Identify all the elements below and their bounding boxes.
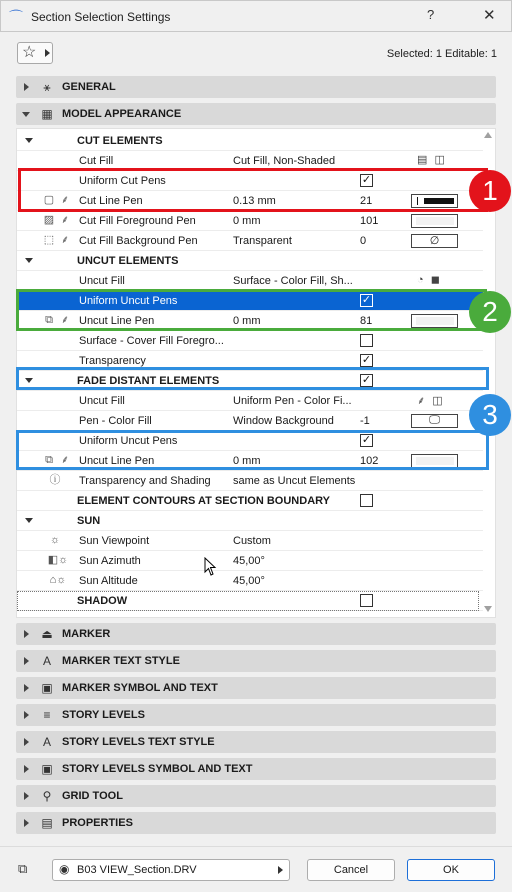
row-value[interactable]: Surface - Color Fill, Sh... bbox=[233, 275, 353, 287]
row-fade-uncut-fill[interactable] bbox=[17, 391, 483, 411]
pen-icon: ⸙ bbox=[60, 454, 70, 466]
pen-number[interactable]: -1 bbox=[360, 415, 370, 427]
row-label: Uncut Fill bbox=[79, 275, 125, 287]
row-value[interactable]: Uniform Pen - Color Fi... bbox=[233, 395, 352, 407]
monitor-icon: 🖵 bbox=[429, 414, 440, 426]
mouse-cursor-icon bbox=[204, 557, 218, 577]
row-value[interactable]: 45,00° bbox=[233, 555, 265, 567]
footer-divider bbox=[0, 846, 512, 847]
model-appearance-icon: ▦ bbox=[41, 107, 53, 121]
pen-number[interactable]: 81 bbox=[360, 315, 373, 327]
row-value[interactable]: Custom bbox=[233, 535, 271, 547]
annotation-badge-1: 1 bbox=[469, 170, 511, 212]
row-sun-viewpoint[interactable] bbox=[17, 531, 483, 551]
expand-icon bbox=[24, 630, 29, 638]
row-label: Surface - Cover Fill Foregro... bbox=[79, 335, 224, 347]
panel-label: STORY LEVELS SYMBOL AND TEXT bbox=[62, 763, 253, 775]
row-label: Transparency and Shading bbox=[79, 475, 211, 487]
panel-marker-text-style[interactable] bbox=[16, 650, 496, 672]
collapse-icon bbox=[25, 518, 33, 523]
row-uniform-cut-pens[interactable] bbox=[17, 171, 483, 191]
general-settings-icon: ⚹ bbox=[43, 80, 51, 94]
row-transparency[interactable] bbox=[17, 351, 483, 371]
layers-icon: ⧉ bbox=[45, 314, 53, 326]
fill-picker-icon[interactable]: ▤ ◫ bbox=[417, 154, 447, 166]
panel-marker-symbol-text[interactable] bbox=[16, 677, 496, 699]
expand-icon bbox=[24, 684, 29, 692]
row-fade-uncut-line-pen[interactable] bbox=[17, 451, 483, 471]
pen-number[interactable]: 0 bbox=[360, 235, 367, 247]
selection-count: Selected: 1 Editable: 1 bbox=[386, 48, 497, 60]
pen-number[interactable]: 21 bbox=[360, 195, 373, 207]
row-label: Uniform Uncut Pens bbox=[79, 295, 178, 307]
panel-label: MARKER bbox=[62, 628, 111, 640]
expand-icon bbox=[24, 765, 29, 773]
panel-label: STORY LEVELS bbox=[62, 709, 145, 721]
fade-distant-checkbox[interactable]: ✓ bbox=[361, 374, 372, 386]
uniform-uncut-pens-checkbox[interactable]: ✓ bbox=[361, 294, 372, 306]
row-transparency-shading[interactable] bbox=[17, 471, 483, 491]
pen-swatch[interactable] bbox=[411, 234, 458, 248]
panel-general[interactable] bbox=[16, 76, 496, 98]
pen-icon: ⸙ bbox=[60, 234, 70, 246]
row-label: Cut Fill bbox=[79, 155, 114, 167]
panel-properties[interactable] bbox=[16, 812, 496, 834]
panel-grid-tool[interactable] bbox=[16, 785, 496, 807]
row-value: same as Uncut Elements bbox=[233, 475, 356, 487]
row-value: 0 mm bbox=[233, 455, 261, 467]
panel-label: STORY LEVELS TEXT STYLE bbox=[62, 736, 215, 748]
scroll-up-arrow[interactable] bbox=[484, 132, 492, 138]
grid-tool-icon: ⚲ bbox=[42, 789, 52, 803]
row-cut-line-pen[interactable] bbox=[17, 191, 483, 211]
cancel-button[interactable]: Cancel bbox=[307, 859, 395, 881]
panel-story-levels-symbol-text[interactable] bbox=[16, 758, 496, 780]
panel-label: GENERAL bbox=[62, 81, 116, 93]
row-uniform-uncut-pens[interactable] bbox=[17, 291, 483, 311]
text-style-icon: A bbox=[42, 735, 51, 749]
group-uncut-elements[interactable] bbox=[17, 251, 483, 271]
app-logo-icon: ⌒ bbox=[9, 9, 23, 25]
star-icon: ☆ bbox=[22, 44, 37, 61]
expand-icon bbox=[24, 711, 29, 719]
panel-story-levels[interactable] bbox=[16, 704, 496, 726]
panel-label: MARKER SYMBOL AND TEXT bbox=[62, 682, 218, 694]
fade-uniform-pens-checkbox[interactable]: ✓ bbox=[361, 434, 372, 446]
row-label: Sun Azimuth bbox=[79, 555, 141, 567]
row-label: Uniform Cut Pens bbox=[79, 175, 166, 187]
collapse-icon bbox=[25, 138, 33, 143]
symbol-text-icon: ▣ bbox=[41, 681, 53, 695]
title-bar bbox=[0, 0, 512, 32]
close-button[interactable]: ✕ bbox=[483, 7, 496, 24]
row-value: 0 mm bbox=[233, 215, 261, 227]
layers-icon: ⧉ bbox=[18, 861, 28, 876]
row-value: 0 mm bbox=[233, 315, 261, 327]
row-label: Uncut Fill bbox=[79, 395, 125, 407]
row-label: Sun Viewpoint bbox=[79, 535, 150, 547]
collapse-icon bbox=[22, 112, 30, 117]
properties-icon: ▤ bbox=[41, 816, 53, 830]
expand-icon bbox=[24, 738, 29, 746]
row-value: Transparent bbox=[233, 235, 292, 247]
expand-icon bbox=[24, 657, 29, 665]
square-outline-icon: ▢ bbox=[43, 194, 55, 206]
window-title: Section Selection Settings bbox=[31, 10, 171, 24]
pen-icon: ⸙ bbox=[60, 194, 70, 206]
annotation-badge-2: 2 bbox=[469, 291, 511, 333]
eye-icon: ◉ bbox=[59, 862, 70, 876]
group-cut-elements[interactable] bbox=[17, 131, 483, 151]
pen-picker-icon[interactable]: ⸙ ◫ bbox=[417, 395, 445, 407]
panel-label: PROPERTIES bbox=[62, 817, 133, 829]
text-style-icon: A bbox=[42, 654, 51, 668]
pen-swatch[interactable] bbox=[411, 194, 458, 208]
group-label: UNCUT ELEMENTS bbox=[77, 255, 179, 267]
sun-altitude-icon: ⌂☼ bbox=[49, 574, 67, 586]
pen-number[interactable]: 101 bbox=[360, 215, 379, 227]
info-icon: ⓘ bbox=[49, 474, 61, 486]
panel-label: GRID TOOL bbox=[62, 790, 123, 802]
empty-set-icon: ∅ bbox=[429, 235, 440, 247]
group-label: FADE DISTANT ELEMENTS bbox=[77, 375, 220, 387]
layers-icon: ⧉ bbox=[45, 454, 53, 466]
dashed-square-icon: ⬚ bbox=[43, 234, 55, 246]
row-pen-color-fill[interactable] bbox=[17, 411, 483, 431]
hatch-icon: ▨ bbox=[43, 214, 55, 226]
expand-icon bbox=[24, 819, 29, 827]
group-fade-distant[interactable] bbox=[17, 371, 483, 391]
collapse-icon bbox=[25, 378, 33, 383]
row-uncut-fill[interactable] bbox=[17, 271, 483, 291]
row-fade-uniform-uncut-pens[interactable] bbox=[17, 431, 483, 451]
marker-icon: ⏏ bbox=[41, 627, 53, 641]
arrow-right-icon bbox=[278, 866, 283, 874]
layer-name: B03 VIEW_Section.DRV bbox=[77, 864, 197, 876]
pen-swatch[interactable] bbox=[411, 314, 458, 328]
group-element-contours[interactable] bbox=[17, 491, 483, 511]
panel-model-appearance[interactable] bbox=[16, 103, 496, 125]
row-sun-azimuth[interactable] bbox=[17, 551, 483, 571]
panel-story-levels-text-style[interactable] bbox=[16, 731, 496, 753]
transparency-checkbox[interactable]: ✓ bbox=[361, 354, 372, 366]
pen-swatch[interactable] bbox=[411, 214, 458, 228]
row-label: Pen - Color Fill bbox=[79, 415, 152, 427]
group-sun[interactable] bbox=[17, 511, 483, 531]
sun-icon: ☼ bbox=[49, 534, 61, 546]
group-label: CUT ELEMENTS bbox=[77, 135, 163, 147]
row-label: Cut Fill Background Pen bbox=[79, 235, 198, 247]
panel-label: MARKER TEXT STYLE bbox=[62, 655, 180, 667]
favorites-button[interactable] bbox=[17, 42, 53, 64]
help-button[interactable]: ? bbox=[427, 7, 435, 22]
ok-button[interactable]: OK bbox=[407, 859, 495, 881]
monitor-swatch[interactable] bbox=[411, 414, 458, 428]
panel-label: MODEL APPEARANCE bbox=[62, 108, 182, 120]
row-value[interactable]: 45,00° bbox=[233, 575, 265, 587]
row-value: 0.13 mm bbox=[233, 195, 276, 207]
row-value: Window Background bbox=[233, 415, 334, 427]
collapse-icon bbox=[25, 258, 33, 263]
contours-checkbox[interactable] bbox=[360, 494, 373, 507]
row-label: Uncut Line Pen bbox=[79, 315, 155, 327]
uniform-cut-pens-checkbox[interactable]: ✓ bbox=[361, 174, 372, 186]
model-appearance-tree bbox=[16, 128, 496, 618]
arrow-right-icon bbox=[45, 49, 50, 57]
row-cut-fill-background[interactable] bbox=[17, 231, 483, 251]
pen-icon: ⸙ bbox=[60, 214, 70, 226]
pen-icon: ⸙ bbox=[60, 314, 70, 326]
layer-select[interactable] bbox=[52, 859, 290, 881]
expand-icon bbox=[24, 792, 29, 800]
row-value[interactable]: Cut Fill, Non-Shaded bbox=[233, 155, 336, 167]
group-label: ELEMENT CONTOURS AT SECTION BOUNDARY bbox=[77, 495, 331, 507]
pen-swatch[interactable] bbox=[411, 454, 458, 468]
row-label: Sun Altitude bbox=[79, 575, 138, 587]
row-sun-altitude[interactable] bbox=[17, 571, 483, 591]
group-label: SUN bbox=[77, 515, 101, 527]
row-label: Uniform Uncut Pens bbox=[79, 435, 178, 447]
surface-cover-checkbox[interactable] bbox=[360, 334, 373, 347]
expand-icon bbox=[24, 83, 29, 91]
row-surface-cover-fill[interactable] bbox=[17, 331, 483, 351]
story-levels-icon: ≡ bbox=[43, 708, 51, 722]
row-cut-fill-foreground[interactable] bbox=[17, 211, 483, 231]
pen-number[interactable]: 102 bbox=[360, 455, 379, 467]
row-label: Cut Fill Foreground Pen bbox=[79, 215, 196, 227]
row-cut-fill[interactable] bbox=[17, 151, 483, 171]
group-label: SHADOW bbox=[77, 595, 128, 607]
symbol-text-icon: ▣ bbox=[41, 762, 53, 776]
focus-outline bbox=[17, 591, 479, 611]
row-uncut-line-pen[interactable] bbox=[17, 311, 483, 331]
scroll-down-arrow[interactable] bbox=[484, 606, 492, 612]
sun-azimuth-icon: ◧☼ bbox=[47, 554, 69, 566]
row-label: Transparency bbox=[79, 355, 146, 367]
panel-marker[interactable] bbox=[16, 623, 496, 645]
row-label: Cut Line Pen bbox=[79, 195, 143, 207]
row-label: Uncut Line Pen bbox=[79, 455, 155, 467]
surface-picker-icon[interactable]: ◔ ◼ bbox=[417, 274, 442, 286]
annotation-badge-3: 3 bbox=[469, 394, 511, 436]
